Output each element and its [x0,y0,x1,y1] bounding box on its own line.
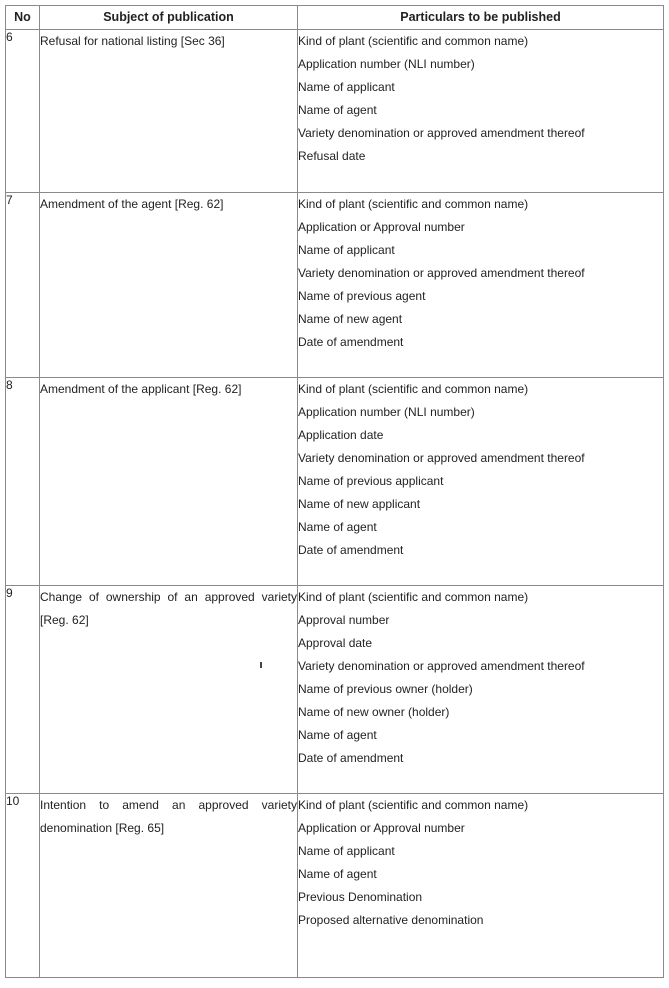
header-no: No [6,6,40,30]
row-particulars [298,586,664,794]
particular-item: Refusal date [298,149,366,163]
stray-mark [260,662,262,668]
particular-item: Name of new applicant [298,497,421,511]
row-number: 7 [6,193,40,378]
row-number: 8 [6,378,40,586]
particular-item: Approval date [298,636,373,650]
particular-item: Kind of plant (scientific and common name) [298,590,529,604]
particular-item: Variety denomination or approved amendment thereof [298,451,585,465]
header-subject: Subject of publication [40,6,298,30]
particular-item: Application number (NLI number) [298,405,475,419]
particular-item: Kind of plant (scientific and common name) [298,34,529,48]
particular-item: Application date [298,428,384,442]
particular-item: Name of new owner (holder) [298,705,450,719]
particular-item: Variety denomination or approved amendment thereof [298,126,585,140]
row-subject: Intention to amend an approved variety denomination [Reg. 65] [40,794,298,978]
row-subject: Amendment of the agent [Reg. 62] [40,193,298,378]
row-particulars [298,378,664,586]
particular-item: Approval number [298,613,390,627]
row-subject: Refusal for national listing [Sec 36] [40,30,298,193]
publication-table [5,5,664,978]
table-row [6,193,664,378]
row-subject: Change of ownership of an approved variety [Reg. 62] [40,586,298,794]
particular-item: Application or Approval number [298,821,465,835]
particular-item: Name of agent [298,728,377,742]
particular-item: Name of new agent [298,312,403,326]
particular-item: Variety denomination or approved amendment thereof [298,266,585,280]
particular-item: Kind of plant (scientific and common name) [298,197,529,211]
particular-item: Date of amendment [298,543,404,557]
row-number: 6 [6,30,40,193]
table-row [6,378,664,586]
row-particulars [298,193,664,378]
particular-item: Name of agent [298,867,377,881]
particular-item: Variety denomination or approved amendment thereof [298,659,585,673]
row-particulars [298,30,664,193]
particular-item: Name of applicant [298,844,395,858]
row-particulars [298,794,664,978]
particular-item: Application number (NLI number) [298,57,475,71]
particular-item: Kind of plant (scientific and common name) [298,798,529,812]
particular-item: Previous Denomination [298,890,423,904]
row-subject: Amendment of the applicant [Reg. 62] [40,378,298,586]
row-number: 10 [6,794,40,978]
particular-item: Date of amendment [298,335,404,349]
row-number: 9 [6,586,40,794]
particular-item: Name of agent [298,103,377,117]
particular-item: Application or Approval number [298,220,465,234]
particular-item: Kind of plant (scientific and common name) [298,382,529,396]
header-particulars: Particulars to be published [298,6,664,30]
particular-item: Proposed alternative denomination [298,913,484,927]
table-row [6,30,664,193]
particular-item: Name of applicant [298,80,395,94]
particular-item: Name of applicant [298,243,395,257]
particular-item: Name of previous agent [298,289,426,303]
table-row [6,794,664,978]
particular-item: Name of previous applicant [298,474,444,488]
particular-item: Date of amendment [298,751,404,765]
particular-item: Name of agent [298,520,377,534]
particular-item: Name of previous owner (holder) [298,682,473,696]
table-row [6,586,664,794]
table-header-row [6,6,664,30]
